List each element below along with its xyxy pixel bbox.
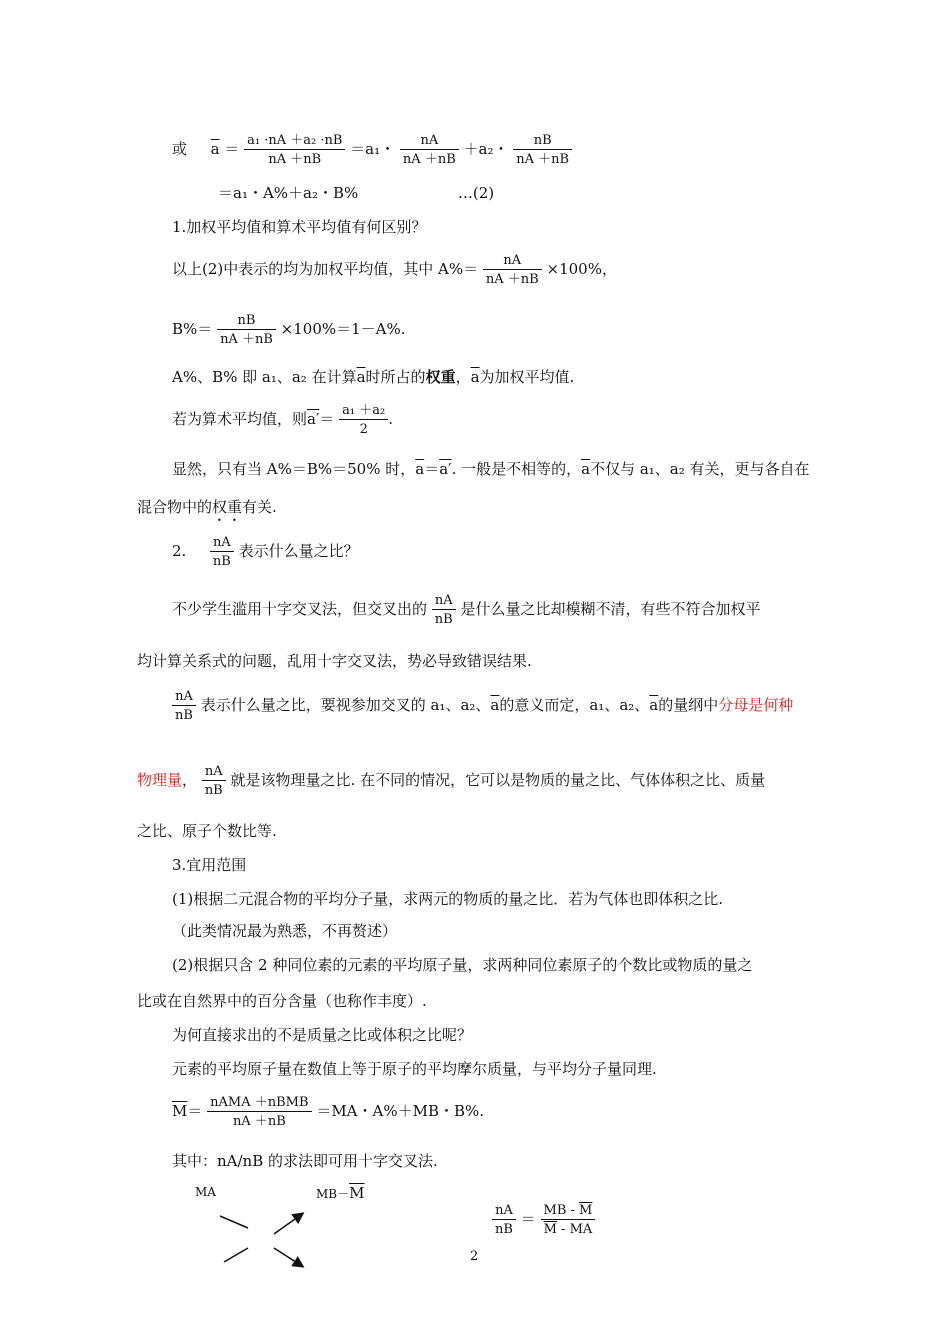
highlight-red-1: 分母是何种 [718,696,794,714]
fraction-3: $\frac{nB}{nA +nB}$ [513,134,572,166]
mid-text: ＝a₁・ [350,140,396,158]
plus-text: ＋a₂・ [463,140,509,158]
or-text: 或 [172,140,188,158]
paragraph-6: 不少学生滥用十字交叉法，但交叉出的 $\frac{nA}{nB}$ 是什么量之比却模糊不清，有些不符合加权平 [172,593,761,627]
paragraph-10: 元素的平均原子量在数值上等于原子的平均摩尔质量，与平均分子量同理. [172,1060,657,1078]
paragraph-4: 若为算术平均值，则a′＝ $\frac{\text{a₁ ＋a₂}}{2}$ . [172,403,394,437]
arrow-up-right [274,1214,302,1234]
fraction-1: $\frac{\text{a₁ ·nA ＋a₂ ·nB}}{nA +nB}$ [244,134,345,166]
equation-ratio: $\frac{nA}{nB}$ ＝ $\frac{MB - \overline{M}}{\overline{M} - MA}$ [492,1204,595,1236]
a-bar: $\overline{a}$ [210,140,220,158]
highlight-red-2: 物理量 [137,771,183,789]
question-2: 2. $\frac{nA}{nB}$ 表示什么量之比？ [172,535,359,569]
list-item-2b: 比或在自然界中的百分含量（也称作丰度）. [137,992,427,1010]
paragraph-5b: 混合物中的权重有关. [137,498,277,516]
paragraph-6b: 均计算关系式的问题，乱用十字交叉法，势必导致错误结果. [137,652,532,670]
paragraph-3: A%、B% 即 a₁、a₂ 在计算$\overline{a}$时所占的权重，$\overline{a}$为加权平均值. [172,368,575,386]
equation-m: $\overline{M}=$ nAMA ＋nBMB nA ＋nB ＝MA・A%＋MB・B%. [172,1095,485,1129]
paragraph-9: 为何直接求出的不是质量之比或体积之比呢？ [172,1026,473,1044]
paragraph-7: $\frac{nA}{nB}$ 表示什么量之比，要视参加交叉的 a₁、a₂、$\overline{a}$的意义而定，a₁、a₂、$\overline{a}$的量纲中分母是何种 [172,690,793,722]
paragraph-5: 显然，只有当 A%＝B%＝50% 时，$\overline{a}=a'$. 一般是不相等的，$\overline{a}$不仅与 a₁、a₂ 有关，更与各自在 [172,460,810,478]
label-mb-minus-m: $MB-\overline{M}$ [316,1184,365,1202]
paragraph-1: 以上(2)中表示的均为加权平均值，其中 A%＝ $\frac{nA}{nA +nB}$ ×100%， [172,253,617,287]
weight-term: 权重 [425,368,456,386]
line-left-bottom [224,1248,248,1262]
equals: ＝ [224,140,240,158]
paragraph-8: 物理量， $\frac{nA}{nB}$ 就是该物理量之比. 在不同的情况，它可以是物质的量之比、气体体积之比、质量 [137,764,766,798]
paragraph-8b: 之比、原子个数比等. [137,822,277,840]
equation-tag: …(2) [457,184,495,202]
cross-arrows [210,1204,350,1284]
question-3: 3.宜用范围 [172,856,247,874]
page-number: 2 [470,1249,479,1264]
label-ma: MA [195,1185,216,1199]
fraction-2: $\frac{nA}{nA +nB}$ [400,134,459,166]
list-item-1: (1)根据二元混合物的平均分子量，求两元的物质的量之比．若为气体也即体积之比. [172,890,724,908]
line-left-top [220,1216,248,1228]
list-note: （此类情况最为熟悉，不再赘述） [172,922,398,940]
arrow-down-right [274,1248,302,1266]
paragraph-11: 其中：nA/nB 的求法即可用十字交叉法. [172,1152,438,1170]
equation-1 [172,134,572,166]
paragraph-2: B%＝ $\frac{nB}{nA +nB}$ ×100%＝1－A%. [172,313,406,347]
list-item-2: (2)根据只含 2 种同位素的元素的平均原子量，求两种同位素原子的个数比或物质的量之 [172,956,753,974]
question-1: 1.加权平均值和算术平均值有何区别？ [172,218,427,236]
equation-2: ＝a₁・A%＋a₂・B% …(2) [218,184,495,202]
